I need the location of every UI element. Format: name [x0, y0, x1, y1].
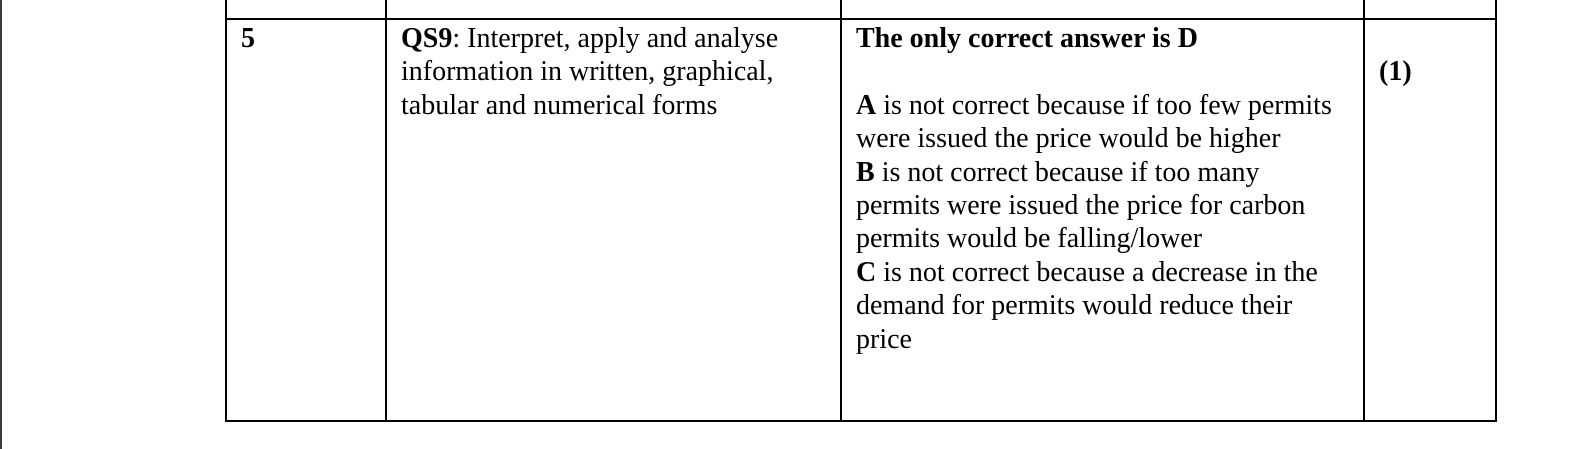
skill-code: QS9 — [401, 23, 453, 54]
page-left-edge — [0, 0, 2, 449]
explanation-text: is not correct because a decrease in the demand for permits would reduce their price — [856, 256, 1318, 355]
mark-cell — [1364, 19, 1496, 421]
cell-empty — [386, 0, 841, 19]
option-letter: A — [856, 89, 877, 121]
answer-headline: The only correct answer is D — [856, 23, 1198, 54]
option-letter: C — [856, 256, 877, 288]
skill-cell — [386, 19, 841, 421]
skill-description: Interpret, apply and analyse information in written, graphical, tabular and numerical forms — [401, 23, 779, 121]
table-row — [226, 19, 1496, 421]
cell-empty — [226, 0, 386, 19]
explanation-text: is not correct because if too few permits were issued the price would be higher — [856, 89, 1332, 155]
explanation-a — [856, 89, 1349, 156]
explanation-b — [856, 156, 1349, 256]
previous-row-remnant — [226, 0, 1496, 19]
answer-cell — [841, 19, 1364, 421]
blank-line — [856, 55, 1349, 88]
cell-empty — [841, 0, 1364, 19]
question-number-cell — [226, 19, 386, 421]
cell-empty — [1364, 0, 1496, 19]
option-letter: B — [856, 156, 875, 188]
explanation-c — [856, 256, 1349, 356]
mark-scheme-table — [225, 0, 1497, 422]
mark-value: (1) — [1379, 56, 1412, 87]
skill-separator: : — [452, 23, 461, 54]
explanation-text: is not correct because if too many permits were issued the price for carbon permits would be falling/lower — [856, 156, 1306, 255]
question-number: 5 — [241, 23, 255, 54]
